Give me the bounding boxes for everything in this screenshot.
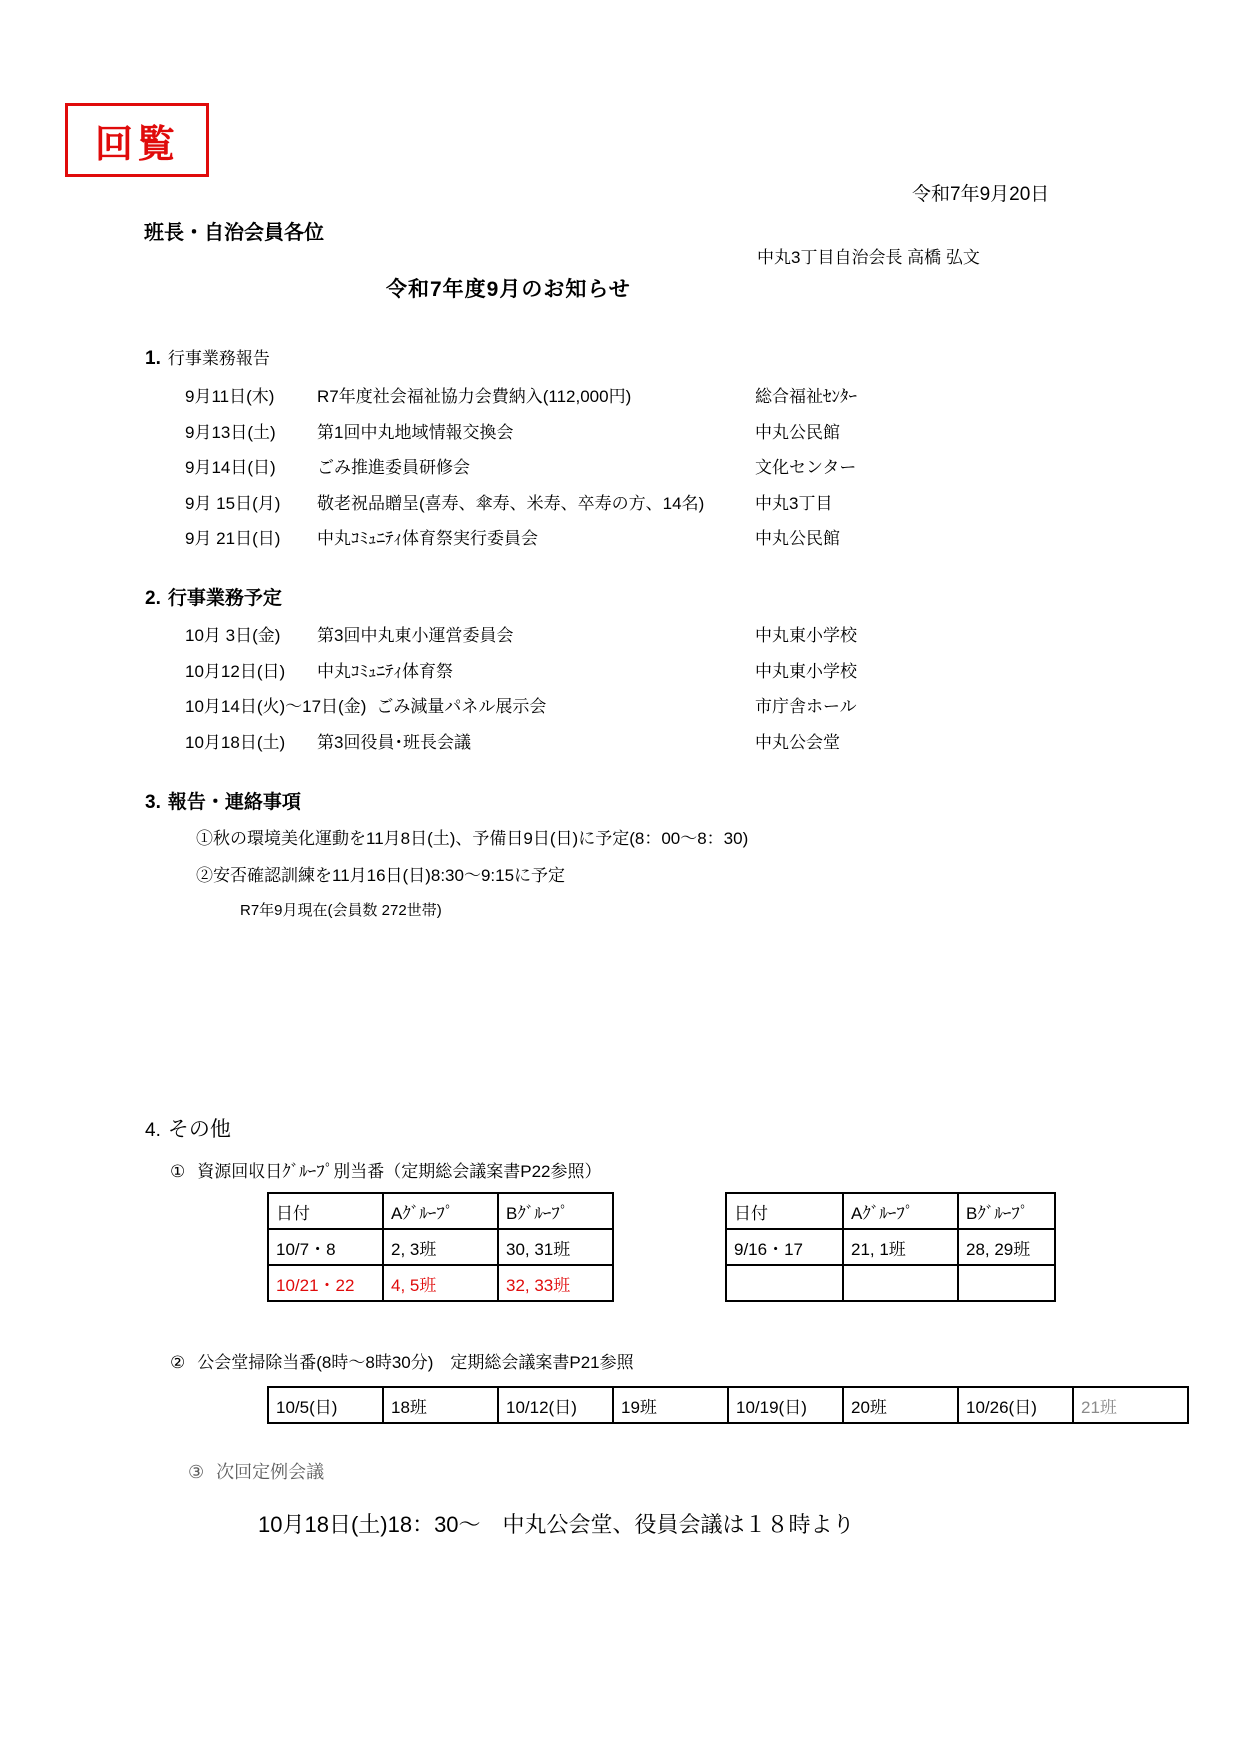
cell-date: 9/16・17 [726,1229,843,1265]
cell-date: 10/5(日) [268,1387,383,1423]
event-place: 中丸公民館 [755,422,840,442]
event-date: 9月 15日(月) [185,493,281,513]
cell-date: 10/19(日) [728,1387,843,1423]
section2-title: 行事業務予定 [167,588,282,609]
cell-group-a: 21, 1班 [843,1229,958,1265]
item1-marker: ① [170,1162,186,1181]
doc-title: 令和7年度9月のお知らせ [386,278,631,301]
section2-heading [145,587,282,611]
section1-rows [185,386,857,564]
item2-marker: ② [170,1353,186,1372]
next-meeting-detail: 10月18日(土)18：30～ 中丸公会堂、役員会議は１８時より [258,1512,855,1537]
event-row [185,422,840,444]
issue-date: 令和7年9月20日 [912,184,1050,205]
event-row [185,732,840,754]
event-date: 10月14日(火)～17日(金) [185,697,367,717]
table-header-row [726,1193,1055,1229]
event-place: 市庁舎ホール [755,697,857,717]
cell-group: 18班 [383,1387,498,1423]
item2-label: 公会堂掃除当番(8時～8時30分) 定期総会議案書P21参照 [197,1353,634,1372]
event-row [185,386,857,408]
event-date: 9月11日(木) [185,387,275,407]
event-row [185,457,857,479]
section1-heading [145,347,270,371]
table-row-highlighted [268,1265,613,1301]
header-cell-group-b: Bｸﾞﾙｰﾌﾟ [498,1193,613,1229]
event-name: 中丸ｺﾐｭﾆﾃｨ体育祭 [317,661,453,681]
cell-date: 10/21・22 [268,1265,383,1301]
table-row [268,1229,613,1265]
cell-date [726,1265,843,1301]
event-name: R7年度社会福祉協力会費納入(112,000円) [317,387,632,407]
section1-title: 行事業務報告 [167,349,270,368]
section2-number: 2. [145,588,161,609]
cell-date: 10/26(日) [958,1387,1073,1423]
event-place: 中丸東小学校 [755,626,857,646]
cell-group: 21班 [1073,1387,1188,1423]
cell-date: 10/12(日) [498,1387,613,1423]
section3-heading [145,791,301,815]
hall-cleaning-label-line [170,1352,634,1373]
event-name: 敬老祝品贈呈(喜寿、傘寿、米寿、卒寿の方、14名) [317,493,705,513]
cell-group: 20班 [843,1387,958,1423]
item1-label: 資源回収日ｸﾞﾙｰﾌﾟ別当番（定期総会議案書P22参照） [197,1162,602,1181]
cell-group-a: 2, 3班 [383,1229,498,1265]
section3-member-note: R7年9月現在(会員数 272世帯) [240,902,442,919]
event-row [185,661,857,683]
event-date: 9月 21日(日) [185,529,281,549]
event-date: 10月18日(土) [185,732,286,752]
cell-group-a: 4, 5班 [383,1265,498,1301]
recycling-duty-table-september [725,1192,1056,1302]
event-name: 第3回役員･班長会議 [317,732,471,752]
recycling-duty-label-line [170,1161,602,1182]
event-name: 第3回中丸東小運営委員会 [317,626,514,646]
header-cell-date: 日付 [726,1193,843,1229]
recycling-duty-table-october [267,1192,614,1302]
event-row [185,493,833,515]
section4-heading [145,1117,231,1143]
event-place: 中丸東小学校 [755,661,857,681]
table-header-row [268,1193,613,1229]
event-place: 中丸公会堂 [755,732,840,752]
section3-title: 報告・連絡事項 [167,792,301,813]
sender-name: 中丸3丁目自治会長 高橋 弘文 [757,248,980,267]
event-place: 中丸公民館 [755,529,840,549]
header-cell-group-a: Aｸﾞﾙｰﾌﾟ [383,1193,498,1229]
event-row [185,625,857,647]
cell-group-b: 30, 31班 [498,1229,613,1265]
section4-title: その他 [167,1118,231,1141]
cell-group-b: 28, 29班 [958,1229,1055,1265]
event-row [185,528,840,550]
circulation-stamp-box [65,103,209,177]
item3-marker: ③ [188,1462,205,1482]
event-date: 10月12日(日) [185,661,286,681]
cell-date: 10/7・8 [268,1229,383,1265]
cell-group-b: 32, 33班 [498,1265,613,1301]
event-name: ごみ推進委員研修会 [317,458,470,478]
event-row [185,696,857,718]
header-cell-group-a: Aｸﾞﾙｰﾌﾟ [843,1193,958,1229]
event-place: 総合福祉ｾﾝﾀｰ [755,387,857,407]
addressee: 班長・自治会員各位 [144,222,324,244]
event-place: 中丸3丁目 [755,493,833,513]
cell-group: 19班 [613,1387,728,1423]
header-cell-date: 日付 [268,1193,383,1229]
table-row-empty [726,1265,1055,1301]
section4-number: 4. [145,1120,161,1141]
event-name: 中丸ｺﾐｭﾆﾃｨ体育祭実行委員会 [317,529,538,549]
cell-group-a [843,1265,958,1301]
section2-rows [185,625,857,767]
event-place: 文化センター [755,458,857,478]
section1-number: 1. [145,348,161,369]
next-meeting-label-line [188,1461,324,1484]
section3-number: 3. [145,792,161,813]
event-date: 10月 3日(金) [185,626,281,646]
cleaning-row [268,1387,1188,1423]
circulation-label: 回覧 [94,123,179,166]
hall-cleaning-table [267,1386,1189,1424]
header-cell-group-b: Bｸﾞﾙｰﾌﾟ [958,1193,1055,1229]
table-row [726,1229,1055,1265]
section3-item-1: ①秋の環境美化運動を11月8日(土)、予備日9日(日)に予定(8：00～8：30) [196,829,749,848]
event-name: 第1回中丸地域情報交換会 [317,422,514,442]
event-name: ごみ減量パネル展示会 [376,697,547,717]
item3-label: 次回定例会議 [216,1462,325,1482]
cell-group-b [958,1265,1055,1301]
section3-item-2: ②安否確認訓練を11月16日(日)8:30～9:15に予定 [196,866,566,885]
event-date: 9月13日(土) [185,422,276,442]
event-date: 9月14日(日) [185,458,276,478]
